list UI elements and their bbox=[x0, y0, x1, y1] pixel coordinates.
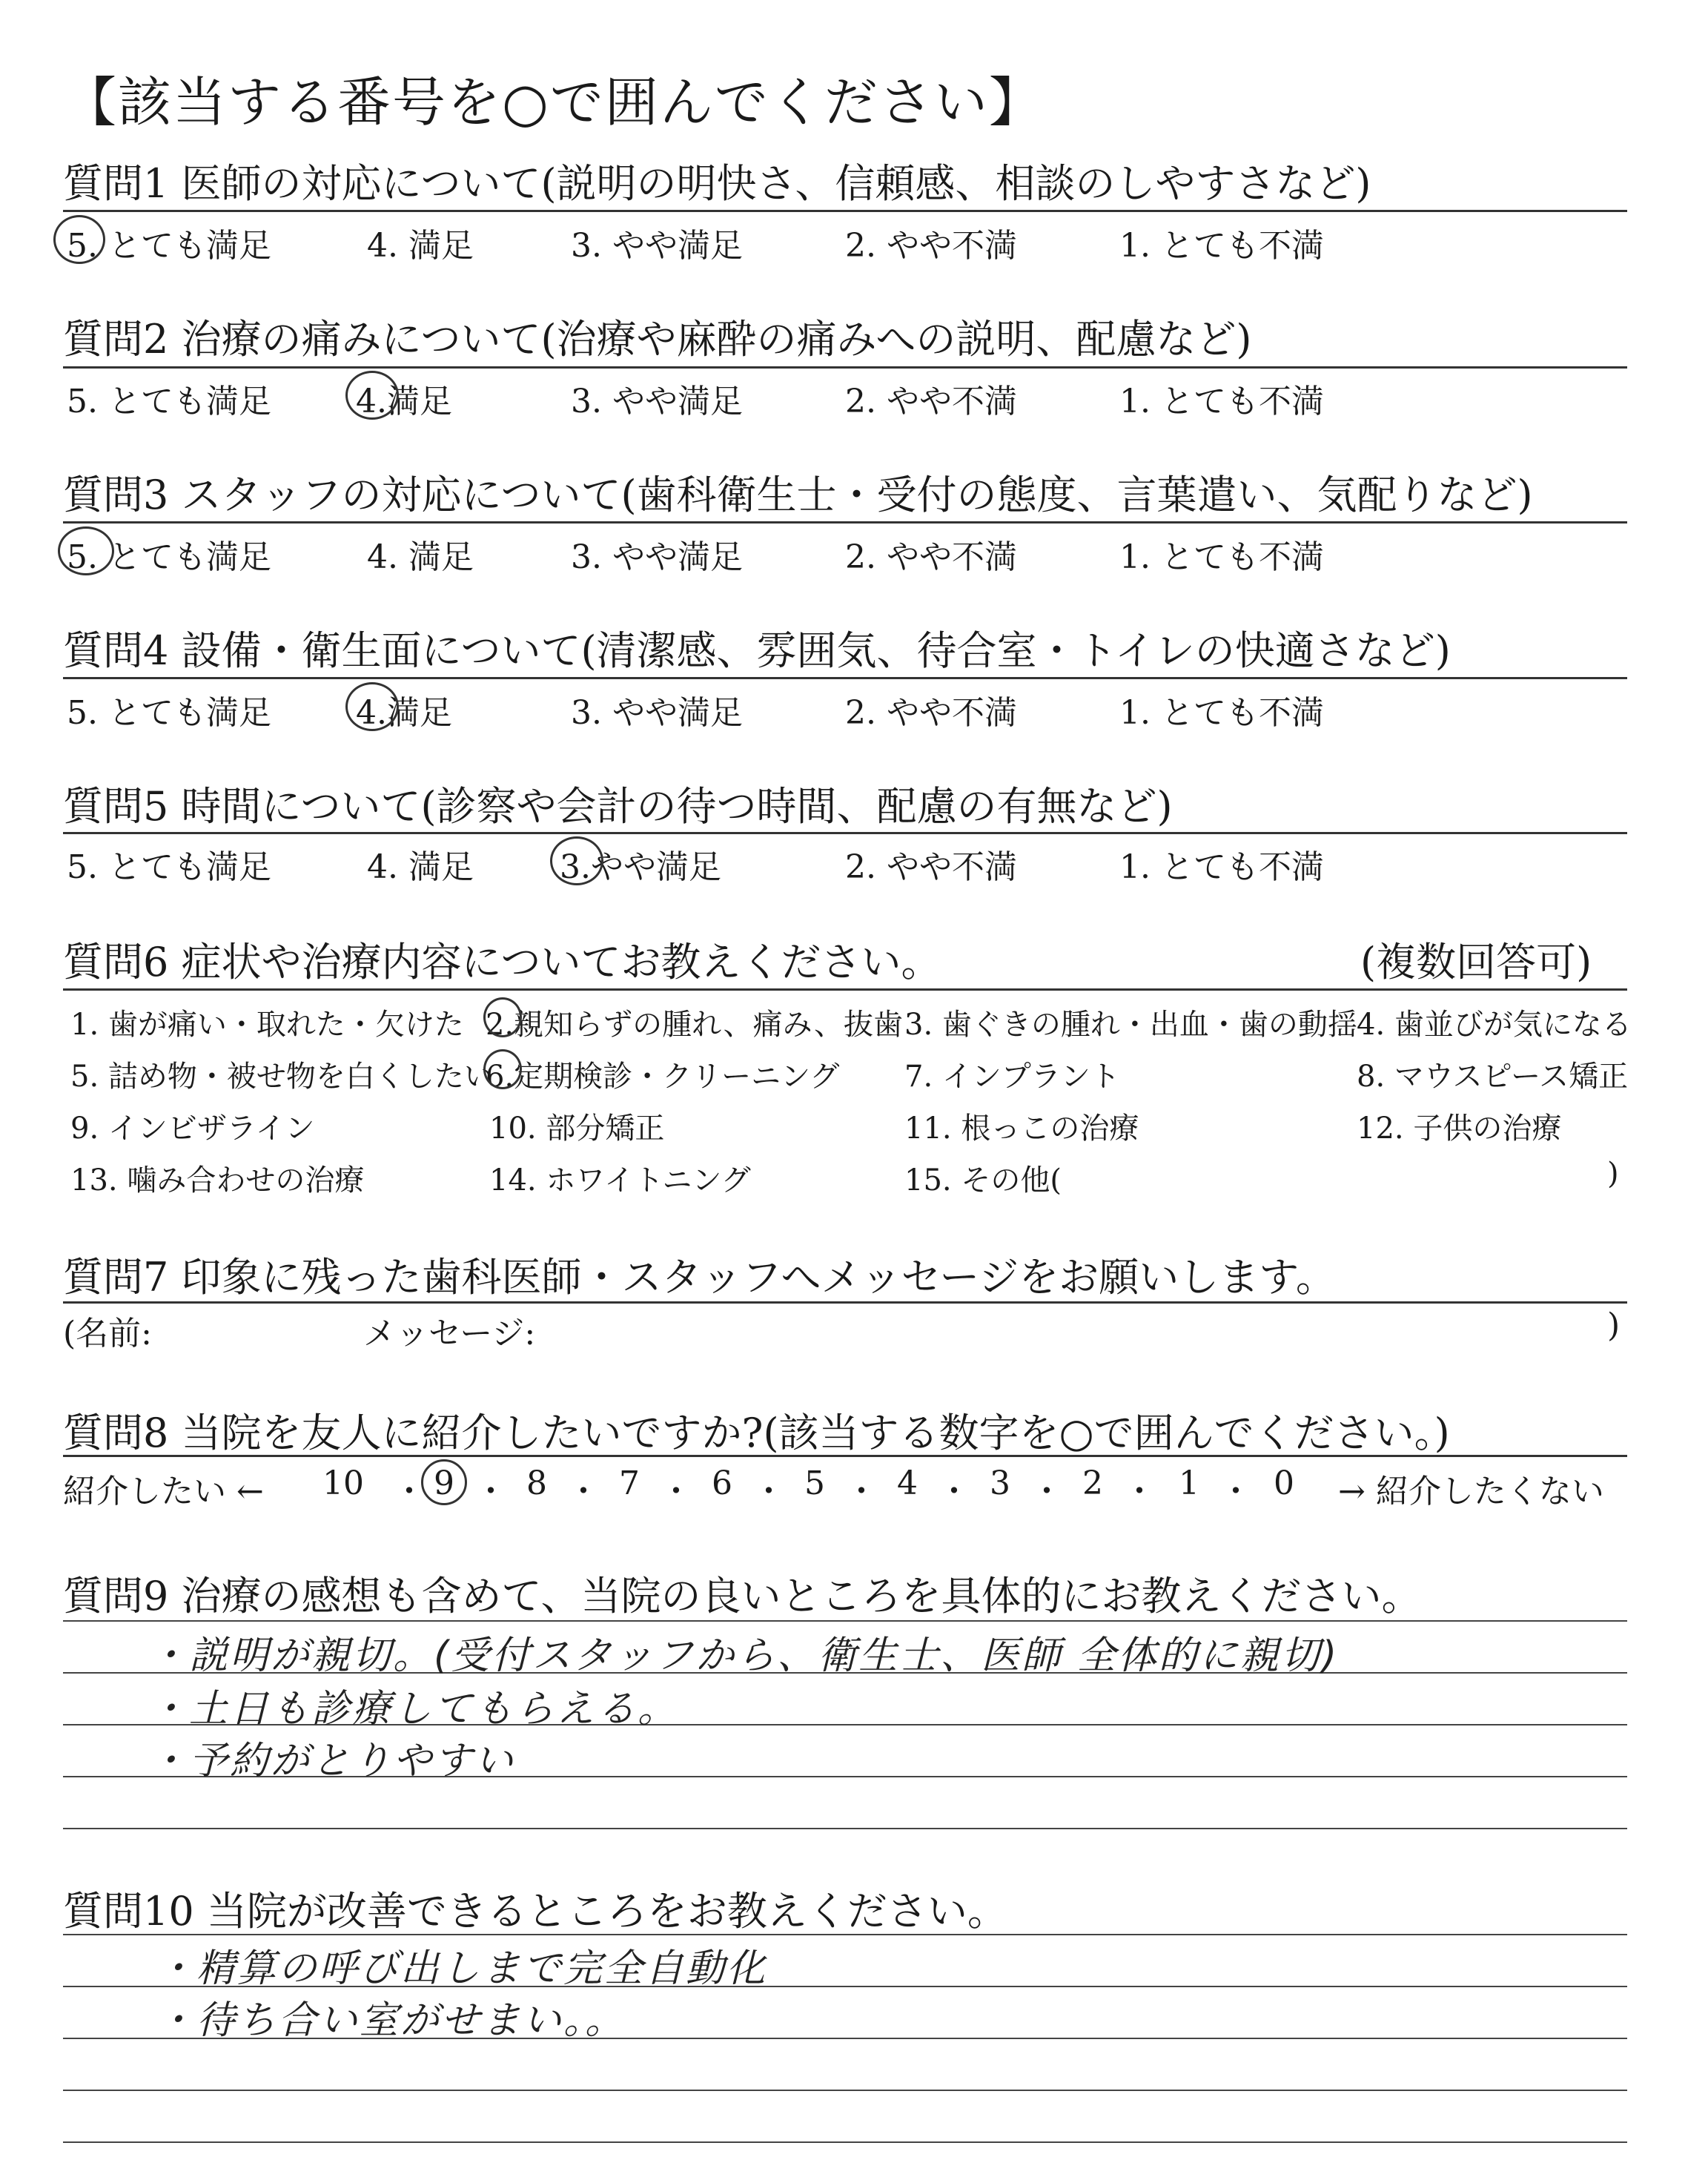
q6-item-6[interactable]: 6.定期検診・クリーニング bbox=[486, 1060, 840, 1094]
q7-title: 質問7 印象に残った歯科医師・スタッフへメッセージをお願いします。 bbox=[63, 1254, 1336, 1301]
q8-sep: ・ bbox=[660, 1473, 692, 1510]
q3-option-3[interactable]: 3. やや満足 bbox=[571, 538, 743, 576]
q6-item-3[interactable]: 3. 歯ぐきの腫れ・出血・歯の動揺 bbox=[904, 1008, 1357, 1042]
q2-selection-circle bbox=[345, 371, 399, 420]
q2-title: 質問2 治療の痛みについて(治療や麻酔の痛みへの説明、配慮など) bbox=[63, 316, 1252, 363]
q10-answer-1: ・精算の呼び出しまで完全自動化 bbox=[156, 1946, 768, 1991]
q9-line-1 bbox=[63, 1620, 1627, 1622]
q5-option-4[interactable]: 4. 満足 bbox=[367, 848, 474, 886]
q9-answer-3: ・予約がとりやすい bbox=[148, 1739, 516, 1783]
q8-selection-circle bbox=[421, 1459, 467, 1505]
q3-option-4[interactable]: 4. 満足 bbox=[367, 538, 474, 576]
q3-option-1[interactable]: 1. とても不満 bbox=[1119, 538, 1324, 576]
q6-item-15[interactable]: 15. その他( bbox=[904, 1163, 1062, 1198]
q4-option-3[interactable]: 3. やや満足 bbox=[571, 694, 743, 732]
q9-line-5 bbox=[63, 1828, 1627, 1829]
q6-title: 質問6 症状や治療内容についてお教えください。 bbox=[63, 939, 941, 985]
q8-scale-5[interactable]: 5 bbox=[804, 1464, 825, 1502]
q8-scale-9[interactable]: 9 bbox=[434, 1464, 454, 1502]
q8-scale-10[interactable]: 10 bbox=[322, 1464, 364, 1502]
q2-option-5[interactable]: 5. とても満足 bbox=[67, 383, 271, 420]
q8-sep: ・ bbox=[845, 1473, 878, 1510]
q10-line-4 bbox=[63, 2090, 1627, 2091]
q8-sep: ・ bbox=[752, 1473, 785, 1510]
q4-option-4[interactable]: 4.満足 bbox=[356, 694, 452, 732]
q6-item-12[interactable]: 12. 子供の治療 bbox=[1357, 1112, 1562, 1146]
q6-item-9[interactable]: 9. インビザライン bbox=[70, 1112, 315, 1146]
q8-sep: ・ bbox=[938, 1473, 970, 1510]
q8-sep: ・ bbox=[567, 1473, 600, 1510]
q8-scale-0[interactable]: 0 bbox=[1274, 1464, 1294, 1502]
q8-left-label: 紹介したい ← bbox=[63, 1473, 264, 1510]
q4-selection-circle bbox=[345, 682, 399, 731]
q8-sep: ・ bbox=[474, 1473, 507, 1510]
q8-scale-4[interactable]: 4 bbox=[897, 1464, 918, 1502]
q6-item-1[interactable]: 1. 歯が痛い・取れた・欠けた bbox=[70, 1008, 464, 1042]
q1-option-3[interactable]: 3. やや満足 bbox=[571, 227, 743, 265]
q1-option-4[interactable]: 4. 満足 bbox=[367, 227, 474, 265]
q2-rule bbox=[63, 366, 1627, 369]
q8-scale-2[interactable]: 2 bbox=[1082, 1464, 1103, 1502]
q5-option-3[interactable]: 3.やや満足 bbox=[560, 848, 721, 886]
q5-title: 質問5 時間について(診察や会計の待つ時間、配慮の有無など) bbox=[63, 783, 1173, 830]
q8-title: 質問8 当院を友人に紹介したいですか?(該当する数字を○で囲んでください。) bbox=[63, 1410, 1450, 1456]
q8-scale-7[interactable]: 7 bbox=[619, 1464, 640, 1502]
q2-option-1[interactable]: 1. とても不満 bbox=[1119, 383, 1324, 420]
q6-item-13[interactable]: 13. 噛み合わせの治療 bbox=[70, 1163, 365, 1198]
q10-line-1 bbox=[63, 1934, 1627, 1935]
q8-scale-1[interactable]: 1 bbox=[1179, 1464, 1199, 1502]
q8-sep: ・ bbox=[1030, 1473, 1063, 1510]
q6-note: (複数回答可) bbox=[1360, 939, 1592, 985]
q10-line-5 bbox=[63, 2141, 1627, 2143]
q7-name-label: (名前: bbox=[63, 1315, 152, 1353]
q2-option-4[interactable]: 4.満足 bbox=[356, 383, 452, 420]
q1-selection-circle bbox=[53, 215, 105, 264]
q1-rule bbox=[63, 210, 1627, 212]
q6-item-7[interactable]: 7. インプラント bbox=[904, 1060, 1120, 1094]
q8-rule bbox=[63, 1455, 1627, 1457]
q6-item-5[interactable]: 5. 詰め物・被せ物を白くしたい bbox=[70, 1060, 494, 1094]
q6-item-4[interactable]: 4. 歯並びが気になる bbox=[1357, 1008, 1632, 1042]
q3-rule bbox=[63, 521, 1627, 524]
q1-option-2[interactable]: 2. やや不満 bbox=[845, 227, 1017, 265]
q8-sep: ・ bbox=[393, 1473, 426, 1510]
q3-selection-circle bbox=[58, 526, 114, 575]
q5-rule bbox=[63, 832, 1627, 834]
q6-item-14[interactable]: 14. ホワイトニング bbox=[489, 1163, 751, 1198]
q9-title: 質問9 治療の感想も含めて、当院の良いところを具体的にお教えください。 bbox=[63, 1573, 1422, 1619]
q6-item-2[interactable]: 2.親知らずの腫れ、痛み、抜歯 bbox=[486, 1008, 903, 1042]
q5-option-2[interactable]: 2. やや不満 bbox=[845, 848, 1017, 886]
page-title: 【該当する番号を○で囲んでください】 bbox=[63, 71, 1044, 133]
q7-rule bbox=[63, 1301, 1627, 1304]
q6-item-10[interactable]: 10. 部分矯正 bbox=[489, 1112, 665, 1146]
q4-rule bbox=[63, 677, 1627, 679]
q6-selection-circle-6 bbox=[483, 1049, 522, 1089]
q8-scale-3[interactable]: 3 bbox=[990, 1464, 1010, 1502]
q4-option-1[interactable]: 1. とても不満 bbox=[1119, 694, 1324, 732]
q9-answer-1: ・説明が親切。(受付スタッフから、衛生士、医師 全体的に親切) bbox=[148, 1634, 1340, 1678]
q8-right-label: → 紹介したくない bbox=[1338, 1473, 1604, 1510]
q5-option-5[interactable]: 5. とても満足 bbox=[67, 848, 271, 886]
q5-option-1[interactable]: 1. とても不満 bbox=[1119, 848, 1324, 886]
q8-sep: ・ bbox=[1123, 1473, 1156, 1510]
q6-item-11[interactable]: 11. 根っこの治療 bbox=[904, 1112, 1139, 1146]
q4-option-5[interactable]: 5. とても満足 bbox=[67, 694, 271, 732]
q8-scale-6[interactable]: 6 bbox=[712, 1464, 732, 1502]
q3-option-2[interactable]: 2. やや不満 bbox=[845, 538, 1017, 576]
q4-option-2[interactable]: 2. やや不満 bbox=[845, 694, 1017, 732]
q9-answer-2: ・土日も診療してもらえる。 bbox=[148, 1687, 679, 1731]
q2-option-2[interactable]: 2. やや不満 bbox=[845, 383, 1017, 420]
q6-rule bbox=[63, 988, 1627, 991]
q7-message-label: メッセージ: bbox=[363, 1315, 536, 1353]
q10-answer-2: ・待ち合い室がせまい。。 bbox=[156, 1998, 626, 2043]
q4-title: 質問4 設備・衛生面について(清潔感、雰囲気、待合室・トイレの快適さなど) bbox=[63, 627, 1451, 674]
q5-selection-circle bbox=[550, 836, 603, 885]
q8-scale-8[interactable]: 8 bbox=[526, 1464, 547, 1502]
q2-option-3[interactable]: 3. やや満足 bbox=[571, 383, 743, 420]
q3-option-5[interactable]: 5. とても満足 bbox=[67, 538, 271, 576]
q6-item-15-close: ) bbox=[1607, 1157, 1619, 1191]
q8-sep: ・ bbox=[1219, 1473, 1252, 1510]
q1-title: 質問1 医師の対応について(説明の明快さ、信頼感、相談のしやすさなど) bbox=[63, 160, 1371, 207]
q3-title: 質問3 スタッフの対応について(歯科衛生士・受付の態度、言葉遣い、気配りなど) bbox=[63, 472, 1533, 518]
q1-option-5[interactable]: 5. とても満足 bbox=[67, 227, 271, 265]
q6-selection-circle-2 bbox=[483, 997, 522, 1037]
q1-option-1[interactable]: 1. とても不満 bbox=[1119, 227, 1324, 265]
q6-item-8[interactable]: 8. マウスピース矯正 bbox=[1357, 1060, 1629, 1094]
q7-close-paren: ) bbox=[1607, 1307, 1621, 1344]
q10-title: 質問10 当院が改善できるところをお教えください。 bbox=[63, 1888, 1007, 1935]
